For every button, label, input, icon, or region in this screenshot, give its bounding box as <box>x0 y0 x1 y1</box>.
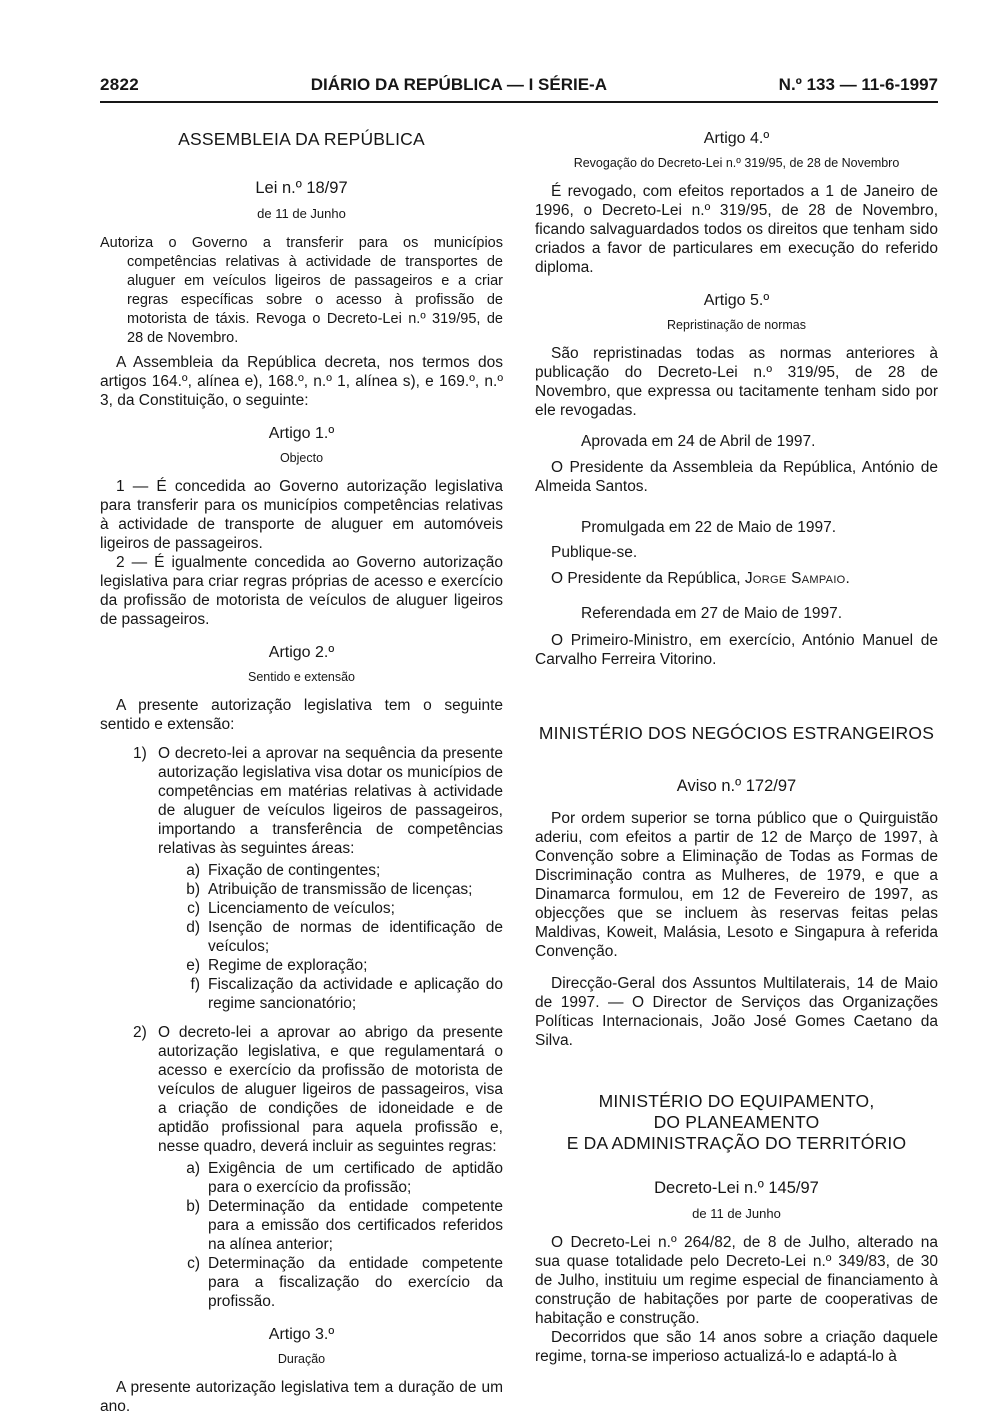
artigo4-paragraph: É revogado, com efeitos reportados a 1 de Janeiro de 1996, o Decreto-Lei n.º 319/95, de 28 de Novembro, ficando salvaguardados todos os direitos que tenham sido criados a favor de particulares em execução do referido diploma. <box>535 183 938 276</box>
artigo4-title: Artigo 4.º <box>703 130 770 147</box>
artigo2-title: Artigo 2.º <box>268 644 335 661</box>
aviso-title: Aviso n.º 172/97 <box>676 777 797 795</box>
columns <box>100 129 938 1416</box>
sublist-item <box>182 861 503 880</box>
aviso-signature-paragraph: Direcção-Geral dos Assuntos Multilaterais, 14 de Maio de 1997. — O Director de Serviços das Organizações Políticas Internacionais, João José Gomes Caetano da Silva. <box>535 975 938 1049</box>
list-item-number: 1) <box>133 745 147 762</box>
signature-primeiro-ministro: O Primeiro-Ministro, em exercício, António Manuel de Carvalho Ferreira Vitorino. <box>535 632 938 668</box>
sublist-item-text: Licenciamento de veículos; <box>208 900 395 917</box>
sublist-item-letter: c) <box>187 900 200 917</box>
sublist-item-letter: a) <box>186 1160 200 1177</box>
signature-suffix: . <box>845 570 850 587</box>
page-header <box>100 76 938 103</box>
publish-line: Publique-se. <box>551 544 638 561</box>
sublist-item-letter: a) <box>186 862 200 879</box>
law-summary: Autoriza o Governo a transferir para os municípios competências relativas à actividade de transportes de aluguer em veículos ligeiros de passageiros e a criar regras específicas sobre o acesso à profissão de motorista de táxis. Revoga o Decreto-Lei n.º 319/95, de 28 de Novembro. <box>100 235 503 346</box>
org-title-mepat-line1: MINISTÉRIO DO EQUIPAMENTO, <box>598 1091 875 1111</box>
sublist-item-text: Determinação da entidade competente para a fiscalização do exercício da profissão. <box>208 1255 503 1310</box>
signature-prefix: O Presidente da República, <box>551 570 745 587</box>
artigo5-paragraph: São repristinadas todas as normas anteriores à publicação do Decreto-Lei n.º 319/95, de 28 de Novembro, que expressa ou tacitamente tenham sido por ele revogadas. <box>535 345 938 419</box>
sublist <box>158 861 503 1013</box>
decreto-lei-paragraph: O Decreto-Lei n.º 264/82, de 8 de Julho, alterado na sua quase totalidade pelo Decreto-Lei n.º 349/83, de 30 de Julho, instituiu um regime especial de financiamento à construção de habitações por parte de cooperativas de habitação e construção. <box>535 1234 938 1327</box>
law-title: Lei n.º 18/97 <box>255 179 348 197</box>
sublist-item-letter: e) <box>186 957 200 974</box>
aviso-paragraph: Por ordem superior se torna público que o Quirguistão aderiu, com efeitos a partir de 12 de Março de 1997, à Convenção sobre a Eliminação de Todas as Formas de Discriminação contra as Mulheres, de 1979, e que a Dinamarca formulou, em 12 de Fevereiro de 1997, as objecções que se incluem às reservas feitas pelas Maldivas, Koweit, Malásia, Lesoto e Singapura à referida Convenção. <box>535 810 938 960</box>
org-title-mepat-line3: E DA ADMINISTRAÇÃO DO TERRITÓRIO <box>566 1133 907 1153</box>
artigo5-title: Artigo 5.º <box>703 292 770 309</box>
artigo1-paragraph: 2 — É igualmente concedida ao Governo autorização legislativa para criar regras próprias de acesso e exercício da profissão de motorista de veículos de aluguer ligeiros de passageiros. <box>100 554 503 628</box>
sublist-item-text: Atribuição de transmissão de licenças; <box>208 881 473 898</box>
list-item-1 <box>133 744 503 1013</box>
sublist-item <box>182 918 503 956</box>
artigo4-subtitle: Revogação do Decreto-Lei n.º 319/95, de 28 de Novembro <box>573 156 900 170</box>
page-number: 2822 <box>100 75 140 94</box>
signature-presidente-ar: O Presidente da Assembleia da República, António de Almeida Santos. <box>535 459 938 495</box>
sublist-item <box>182 1254 503 1311</box>
decreto-lei-date: de 11 de Junho <box>692 1206 781 1221</box>
org-title-assembleia: ASSEMBLEIA DA REPÚBLICA <box>178 129 425 149</box>
sublist-item <box>182 899 503 918</box>
list-item-2 <box>133 1023 503 1311</box>
sublist-item <box>182 956 503 975</box>
sublist-item-letter: f) <box>190 976 200 993</box>
artigo1-title: Artigo 1.º <box>268 425 335 442</box>
sublist-item-letter: d) <box>186 919 200 936</box>
sublist-item <box>182 1159 503 1197</box>
artigo2-intro: A presente autorização legislativa tem o seguinte sentido e extensão: <box>100 697 503 733</box>
header-issue: N.º 133 — 11-6-1997 <box>778 75 938 94</box>
list-item-number: 2) <box>133 1024 147 1041</box>
sublist-item-letter: b) <box>186 1198 200 1215</box>
sublist-item-text: Isenção de normas de identificação de veículos; <box>208 919 503 955</box>
law-preamble: A Assembleia da República decreta, nos termos dos artigos 164.º, alínea e), 168.º, n.º 1, alínea s), e 169.º, n.º 3, da Constituição, o seguinte: <box>100 354 503 409</box>
artigo2-subtitle: Sentido e extensão <box>247 670 356 684</box>
law-date: de 11 de Junho <box>257 206 346 221</box>
sublist-item-text: Fixação de contingentes; <box>208 862 381 879</box>
promulgation-line: Promulgada em 22 de Maio de 1997. <box>581 519 837 536</box>
sublist-item <box>182 1197 503 1254</box>
sublist-item-text: Regime de exploração; <box>208 957 368 974</box>
sublist-item <box>182 975 503 1013</box>
list-item-text: O decreto-lei a aprovar ao abrigo da presente autorização legislativa, e que regulamentará o acesso e exercício da profissão de motorista de veículos de aluguer ligeiros de passageiros, visa a criação de condições de idoneidade e de aptidão profissional para aquela profissão e, nesse quadro, deverá incluir as seguintes regras: <box>158 1024 503 1155</box>
left-column <box>100 129 503 1416</box>
sublist-item-letter: c) <box>187 1255 200 1272</box>
artigo3-title: Artigo 3.º <box>268 1326 335 1343</box>
artigo3-subtitle: Duração <box>277 1352 326 1366</box>
header-title: DIÁRIO DA REPÚBLICA — I SÉRIE-A <box>310 75 607 94</box>
artigo1-subtitle: Objecto <box>279 451 324 465</box>
sublist <box>158 1159 503 1311</box>
signature-presidente-republica <box>535 569 938 588</box>
list-item-body <box>158 1023 503 1311</box>
org-title-mepat <box>535 1091 938 1154</box>
list-item-text: O decreto-lei a aprovar na sequência da presente autorização legislativa visa dotar os municípios de competências em matérias relativas à actividade de aluguer de veículos ligeiros de passageiros, importando a transferência de competências relativas às seguintes áreas: <box>158 745 503 857</box>
approval-line: Aprovada em 24 de Abril de 1997. <box>581 433 816 450</box>
signature-name-smallcaps: Jorge Sampaio <box>744 570 846 587</box>
org-title-mne: MINISTÉRIO DOS NEGÓCIOS ESTRANGEIROS <box>538 723 935 743</box>
countersign-line: Referendada em 27 de Maio de 1997. <box>581 605 843 622</box>
sublist-item-letter: b) <box>186 881 200 898</box>
decreto-lei-paragraph: Decorridos que são 14 anos sobre a criação daquele regime, torna-se imperioso actualizá-lo e adaptá-lo à <box>535 1329 938 1365</box>
decreto-lei-title: Decreto-Lei n.º 145/97 <box>654 1179 819 1197</box>
org-title-mepat-line2: DO PLANEAMENTO <box>653 1112 820 1132</box>
sublist-item-text: Fiscalização da actividade e aplicação do regime sancionatório; <box>208 976 503 1012</box>
sublist-item-text: Exigência de um certificado de aptidão para o exercício da profissão; <box>208 1160 503 1196</box>
artigo5-subtitle: Repristinação de normas <box>667 318 806 332</box>
list-item-body <box>158 744 503 1013</box>
sublist-item-text: Determinação da entidade competente para a emissão dos certificados referidos na alínea anterior; <box>208 1198 503 1253</box>
artigo1-paragraph: 1 — É concedida ao Governo autorização legislativa para transferir para os municípios competências relativas à actividade de transporte de aluguer em automóveis ligeiros de passageiros. <box>100 478 503 552</box>
right-column <box>535 129 938 1416</box>
sublist-item <box>182 880 503 899</box>
artigo3-paragraph: A presente autorização legislativa tem a duração de um ano. <box>100 1379 503 1415</box>
